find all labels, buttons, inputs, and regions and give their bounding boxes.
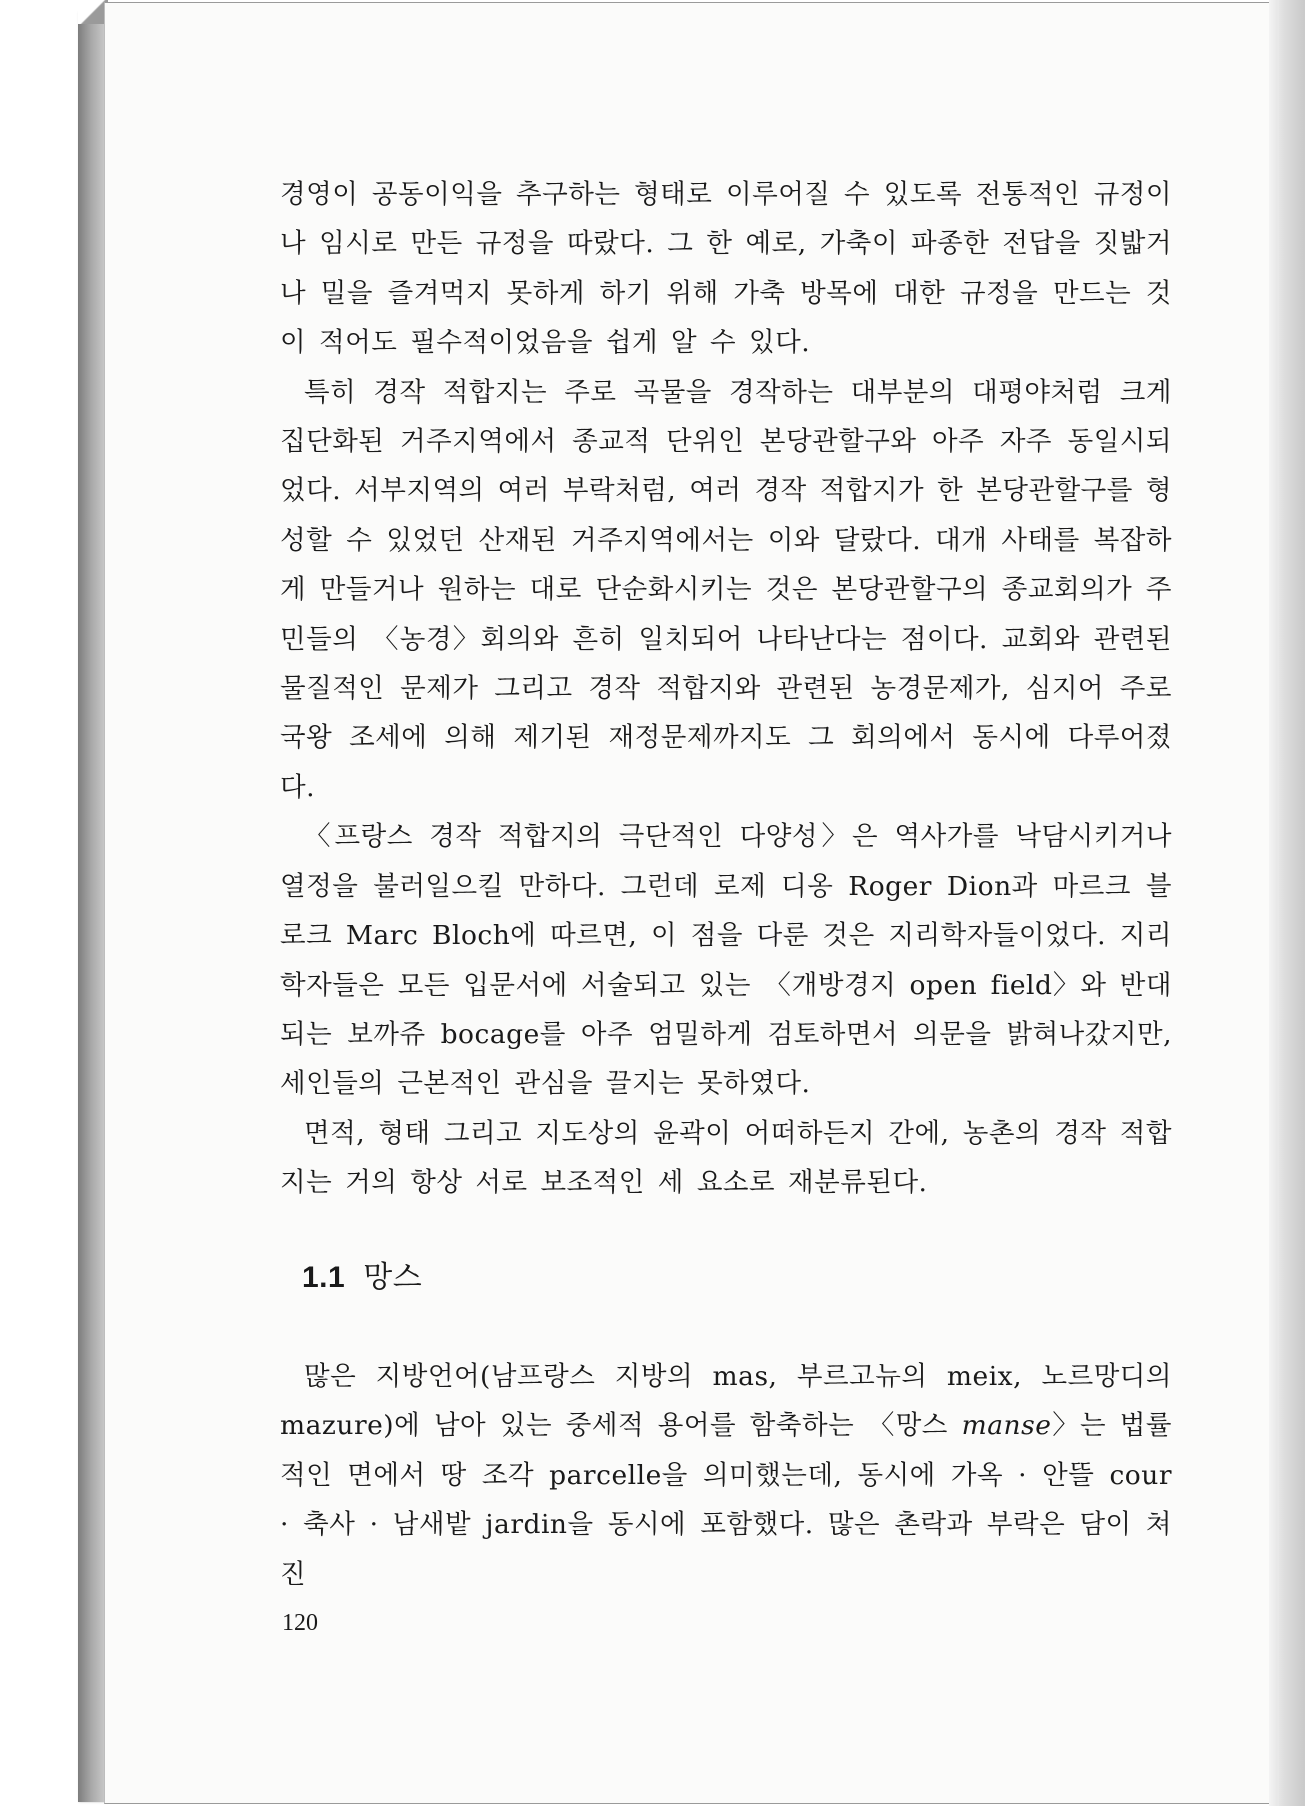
page-edge-line: [1276, 0, 1279, 1806]
section-heading: [302, 1252, 422, 1296]
paragraph-3: 〈프랑스 경작 적합지의 극단적인 다양성〉은 역사가를 낙담시키거나 열정을 불러일으킬 만하다. 그런데 로제 디옹 Roger Dion과 마르크 블로크 Marc Bloch에 따르면, 이 점을 다룬 것은 지리학자들이었다. 지리학자들은 모든 입문서에 서술되고 있는 〈개방경지 open field〉와 반대되는 보까쥬 bocage를 아주 엄밀하게 검토하면서 의문을 밝혀나갔지만, 세인들의 근본적인 관심을 끌지는 못하였다.: [280, 821, 1172, 1100]
section-paragraph: [280, 1352, 1172, 1599]
section-italic-term: manse: [961, 1410, 1052, 1442]
page-edge-shadow: [1269, 0, 1305, 1806]
section-title: 망스: [363, 1261, 423, 1294]
paragraph-2: 특히 경작 적합지는 주로 곡물을 경작하는 대부분의 대평야처럼 크게 집단화된 거주지역에서 종교적 단위인 본당관할구와 아주 자주 동일시되었다. 서부지역의 여러 부락처럼, 여러 경작 적합지가 한 본당관할구를 형성할 수 있었던 산재된 거주지역에서는 이와 달랐다. 대개 사태를 복잡하게 만들거나 원하는 대로 단순화시키는 것은 본당관할구의 종교회의가 주민들의 〈농경〉회의와 흔히 일치되어 나타난다는 점이다. 교회와 관련된 물질적인 문제가 그리고 경작 적합지와 관련된 농경문제가, 심지어 주로 국왕 조세에 의해 제기된 재정문제까지도 그 회의에서 동시에 다루어졌다.: [280, 376, 1172, 803]
section-text-part-2: 〉는 법률적인 면에서 땅 조각 parcelle을 의미했는데, 동시에 가옥 · 안뜰 cour · 축사 · 남새밭 jardin을 동시에 포함했다. 많은 촌락과 부락은 담이 쳐진: [280, 1410, 1172, 1590]
paragraph-1: 경영이 공동이익을 추구하는 형태로 이루어질 수 있도록 전통적인 규정이나 임시로 만든 규정을 따랐다. 그 한 예로, 가축이 파종한 전답을 짓밟거나 밀을 즐겨먹지 못하게 하기 위해 가축 방목에 대한 규정을 만드는 것이 적어도 필수적이었음을 쉽게 알 수 있다.: [280, 179, 1172, 359]
section-text-part-1: 많은 지방언어(남프랑스 지방의 mas, 부르고뉴의 meix, 노르망디의 mazure)에 남아 있는 중세적 용어를 함축하는 〈망스: [280, 1361, 1172, 1442]
section-body: [280, 1352, 1172, 1599]
page-number: 120: [282, 1610, 318, 1636]
body-text: [280, 170, 1172, 1208]
section-number: 1.1: [302, 1261, 346, 1294]
paragraph-4: 면적, 형태 그리고 지도상의 윤곽이 어떠하든지 간에, 농촌의 경작 적합지는 거의 항상 서로 보조적인 세 요소로 재분류된다.: [280, 1117, 1172, 1199]
